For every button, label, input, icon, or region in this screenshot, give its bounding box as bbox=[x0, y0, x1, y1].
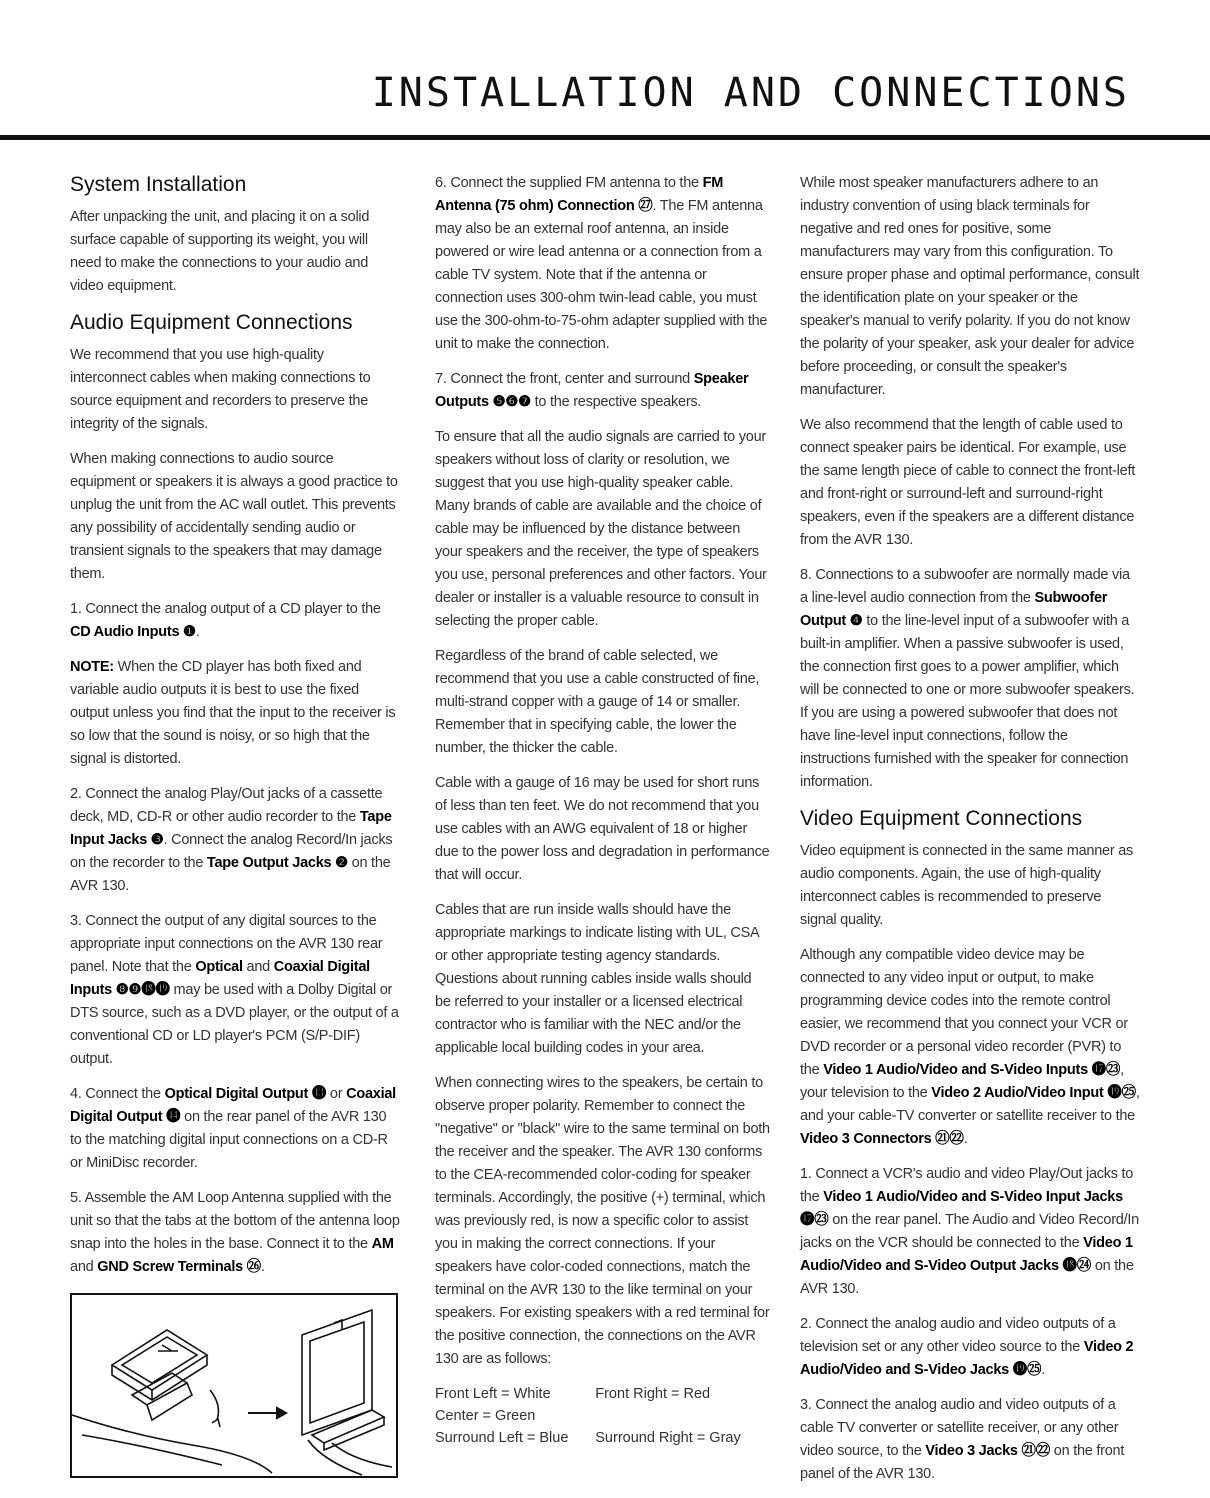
table-row: Front Left = White Front Right = Red bbox=[435, 1386, 711, 1402]
step-1: 1. Connect the analog output of a CD player to the CD Audio Inputs ❶. bbox=[70, 601, 381, 640]
paragraph-in-wall: Cables that are run inside walls should have the appropriate markings to indicate listing with UL, CSA or other appropriate testing agency standards. Questions about running cables inside walls should be referred to your installer or a licensed electrical contractor who is familiar with the NEC and/or the applicable local building codes in your area. bbox=[435, 902, 759, 1056]
column-left bbox=[70, 172, 400, 1478]
step-5: 5. Assemble the AM Loop Antenna supplied with the unit so that the tabs at the bottom of the antenna loop snap into the holes in the base. Connect it to the AM and GND Screw Terminals ㉖. bbox=[70, 1190, 400, 1275]
table-row: Surround Left = Blue Surround Right = Gray bbox=[435, 1430, 741, 1446]
column-middle bbox=[435, 172, 770, 1449]
step-6: 6. Connect the supplied FM antenna to the FM Antenna (75 ohm) Connection ㉗. The FM antenna may also be an external roof antenna, an inside powered or wire lead antenna or a connection from a cable TV system. Note that if the antenna or connection uses 300-ohm twin-lead cable, you must use the 300-ohm-to-75-ohm adapter supplied with the unit to make the connection. bbox=[435, 175, 768, 352]
heading-video-equipment: Video Equipment Connections bbox=[800, 807, 1083, 830]
paragraph-audio-1: We recommend that you use high-quality interconnect cables when making connections to source equipment and recorders to preserve the integrity of the signals. bbox=[70, 347, 371, 432]
step-3: 3. Connect the output of any digital sources to the appropriate input connections on the AVR 130 rear panel. Note that the Optical and Coaxial Digital Inputs ❽❾⓲⓳ may be used with a Dolby Digital or DTS source, such as a DVD player, or the output of a conventional CD or LD player's PCM (S/P-DIF) output. bbox=[70, 913, 399, 1067]
page-title: INSTALLATION AND CONNECTIONS bbox=[371, 70, 1130, 116]
paragraph-video-2: Although any compatible video device may be connected to any video input or output, to make programming device codes into the remote control easier, we recommend that you connect your VCR or DVD recorder or a personal video recorder (PVR) to the Video 1 Audio/Video and S-Video Inputs ⓱㉓, your television to the Video 2 Audio/Video Input ⓳㉕, and your cable-TV converter or satellite receiver to the Video 3 Connectors ㉑㉒. bbox=[800, 947, 1140, 1147]
step-8: 8. Connections to a subwoofer are normally made via a line-level audio connection from the Subwoofer Output ❹ to the line-level input of a subwoofer with a built-in amplifier. When a passive subwoofer is used, the connection first goes to a power amplifier, which will be connected to one or more subwoofer speakers. If you are using a powered subwoofer that does not have line-level input connections, follow the instructions furnished with the speaker for connection information. bbox=[800, 567, 1135, 790]
step-7: 7. Connect the front, center and surround Speaker Outputs ❺❻❼ to the respective speakers. bbox=[435, 371, 749, 410]
paragraph-cable-length: We also recommend that the length of cable used to connect speaker pairs be identical. For example, use the same length piece of cable to connect the front-left and front-right or surround-left and surround-right speakers, even if the speakers are a different distance from the AVR 130. bbox=[800, 417, 1136, 548]
heading-audio-equipment: Audio Equipment Connections bbox=[70, 311, 353, 334]
paragraph-polarity-convention: While most speaker manufacturers adhere to an industry convention of using black terminals for negative and red ones for positive, some manufacturers may vary from this configuration. To ensure proper phase and optimal performance, consult the identification plate on your speaker or the speaker's manual to verify polarity. If you do not know the polarity of your speaker, ask your dealer for advice before proceeding, or consult the speaker's manufacturer. bbox=[800, 175, 1140, 398]
paragraph-cable-gauge: Regardless of the brand of cable selected, we recommend that you use a cable constructed of fine, multi-strand copper with a gauge of 14 or smaller. Remember that in specifying cable, the lower the number, the thicker the cable. bbox=[435, 648, 760, 756]
paragraph-polarity: When connecting wires to the speakers, be certain to observe proper polarity. Remember to connect the "negative" or "black" wire to the same terminal on both the receiver and the speaker. The AVR 130 conforms to the CEA-recommended color-coding for speaker terminals. Accordingly, the positive (+) terminal, which was previously red, is now a specific color to assist you in making the correct connections. If your speakers have color-coded connections, match the terminal on the AVR 130 to the like terminal on your speakers. For existing speakers with a red terminal for the positive connection, the connections on the AVR 130 are as follows: bbox=[435, 1075, 770, 1367]
paragraph-system-installation: After unpacking the unit, and placing it on a solid surface capable of supporting its weight, you will need to make the connections to your audio and video equipment. bbox=[70, 209, 370, 294]
paragraph-audio-2: When making connections to audio source equipment or speakers it is always a good practice to unplug the unit from the AC wall outlet. This prevents any possibility of accidentally sending audio or transient signals to the speakers that may damage them. bbox=[70, 451, 398, 582]
paragraph-speaker-cable: To ensure that all the audio signals are carried to your speakers without loss of clarity or resolution, we suggest that you use high-quality speaker cable. Many brands of cable are available and the choice of cable may be influenced by the distance between your speakers and the receiver, the type of speakers you use, personal preferences and other factors. Your dealer or installer is a valuable resource to consult in selecting the proper cable. bbox=[435, 429, 767, 629]
note: NOTE: When the CD player has both fixed and variable audio outputs it is best to use the fixed output unless you find that the input to the receiver is so low that the sound is noisy, or so high that the signal is distorted. bbox=[70, 659, 396, 767]
step-2: 2. Connect the analog Play/Out jacks of a cassette deck, MD, CD-R or other audio recorder to the Tape Input Jacks ❸. Connect the analog Record/In jacks on the recorder to the Tape Output Jacks ❷ on the AVR 130. bbox=[70, 786, 393, 894]
table-row: Center = Green bbox=[435, 1408, 536, 1424]
note-label: NOTE: bbox=[70, 659, 114, 675]
header-rule bbox=[0, 135, 1210, 140]
video-step-3: 3. Connect the analog audio and video outputs of a cable TV converter or satellite receiver, or any other video source, to the Video 3 Jacks ㉑㉒ on the front panel of the AVR 130. bbox=[800, 1397, 1125, 1482]
video-step-2: 2. Connect the analog audio and video outputs of a television set or any other video source to the Video 2 Audio/Video and S-Video Jacks ⓳㉕. bbox=[800, 1316, 1134, 1378]
am-loop-antenna-illustration bbox=[72, 1295, 396, 1476]
paragraph-video-1: Video equipment is connected in the same manner as audio components. Again, the use of high-quality interconnect cables is recommended to preserve signal quality. bbox=[800, 843, 1134, 928]
paragraph-short-runs: Cable with a gauge of 16 may be used for short runs of less than ten feet. We do not recommend that you use cables with an AWG equivalent of 18 or higher due to the power loss and degradation in performance that will occur. bbox=[435, 775, 770, 883]
color-code-table bbox=[435, 1383, 770, 1449]
column-right bbox=[800, 172, 1140, 1498]
heading-system-installation: System Installation bbox=[70, 173, 247, 196]
step-4: 4. Connect the Optical Digital Output ⓭ or Coaxial Digital Output ⓮ on the rear panel of the AVR 130 to the matching digital input connections on a CD-R or MiniDisc recorder. bbox=[70, 1086, 396, 1171]
video-step-1: 1. Connect a VCR's audio and video Play/Out jacks to the Video 1 Audio/Video and S-Video Input Jacks ⓱㉓ on the rear panel. The Audio and Video Record/In jacks on the VCR should be connected to the Video 1 Audio/Video and S-Video Output Jacks ⓲㉔ on the AVR 130. bbox=[800, 1166, 1139, 1297]
am-antenna-figure bbox=[70, 1293, 398, 1478]
